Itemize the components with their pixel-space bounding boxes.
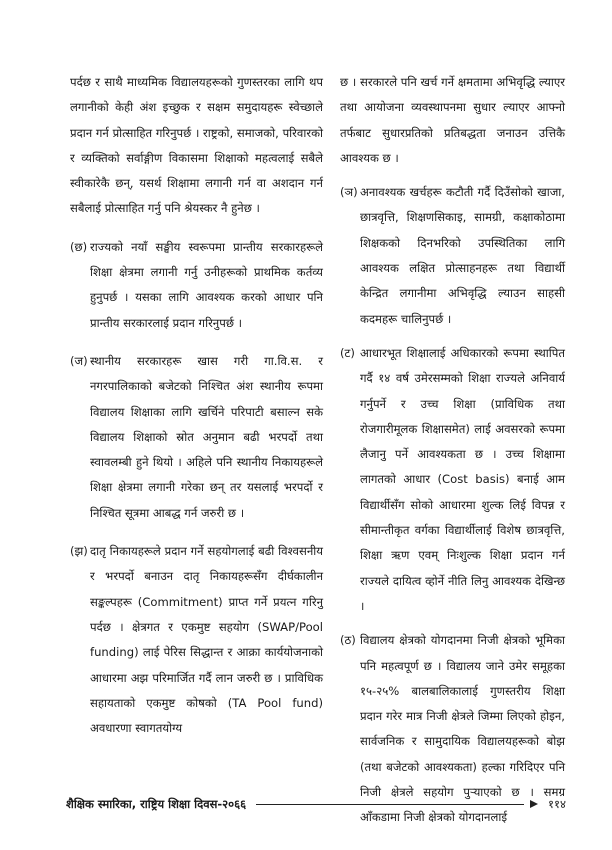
item-marker: (झ) [70, 544, 88, 559]
list-item-jha [70, 539, 323, 741]
list-item-ta [340, 341, 565, 619]
footer-rule [256, 804, 524, 805]
arrow-right-icon [530, 800, 538, 808]
publication-title: शैक्षिक स्मारिका, राष्ट्रिय शिक्षा दिवस-२०६६ [66, 796, 247, 811]
right-intro-paragraph: छ । सरकारले पनि खर्च गर्ने क्षमतामा अभिवृद्धि ल्याएर तथा आयोजना व्यवस्थापनमा सुधार ल्याएर आफ्नो तर्फबाट सुधारप्रतिको प्रतिबद्धता जनाउन उत्तिकै आवश्यक छ । [340, 75, 565, 165]
item-marker: (ठ) [340, 633, 356, 648]
left-column [70, 70, 323, 741]
item-marker: (ञ) [340, 185, 358, 200]
item-text: दातृ निकायहरूले प्रदान गर्ने सहयोगलाई बढी विश्वसनीय र भरपर्दो बनाउन दातृ निकायहरूसँग दीर्घकालीन सङ्कल्पहरू (Commitment) प्राप्त गर्ने प्रयत्न गरिनु पर्दछ । क्षेत्रगत र एकमुष्ट सहयोग (SWAP/Pool funding) लाई पेरिस सिद्धान्त र आक्रा कार्ययोजनाको आधारमा अझ परिमार्जित गर्दै लान जरुरी छ । प्राविधिक सहायताको एकमुष्ट कोषको (TA Pool fund) अवधारणा स्वागतयोग्य [90, 544, 323, 736]
item-marker: (छ) [70, 239, 88, 254]
item-text: राज्यको नयाँ सङ्घीय स्वरूपमा प्रान्तीय सरकारहरूले शिक्षा क्षेत्रमा लगानी गर्नु उनीहरूको प्राथमिक कर्तव्य हुनुपर्छ । यसका लागि आवश्यक करको आधार पनि प्रान्तीय सरकारलाई प्रदान गरिनुपर्छ । [90, 239, 323, 330]
item-text: विद्यालय क्षेत्रको योगदानमा निजी क्षेत्रको भूमिका पनि महत्वपूर्ण छ । विद्यालय जाने उमेर समूहका १५-२५% बालबालिकालाई गुणस्तरीय शिक्षा प्रदान गरेर मात्र निजी क्षेत्रले जिम्मा लिएको होइन, सार्वजनिक र सामुदायिक विद्यालयहरूको बोझ (तथा बजेटको आवश्यकता) हल्का गरिदिएर पनि निजी क्षेत्रले सहयोग पुऱ्याएको छ । समग्र आँकडामा निजी क्षेत्रको योगदानलाई [360, 633, 565, 825]
page-number: ११४ [548, 796, 566, 811]
page-footer [66, 794, 566, 814]
item-marker: (ज) [70, 353, 88, 368]
list-item-ja [70, 349, 323, 526]
item-text: अनावश्यक खर्चहरू कटौती गर्दै दिउँसोको खाजा, छात्रवृत्ति, शिक्षणसिकाइ, सामग्री, कक्षाकोठामा शिक्षकको दिनभरिको उपस्थितिका लागि आवश्यक लक्षित प्रोत्साहनहरू तथा विद्यार्थी केन्द्रित लगानीमा अभिवृद्धि ल्याउन साहसी कदमहरू चालिनुपर्छ । [360, 185, 565, 326]
list-item-nya [340, 180, 565, 332]
left-intro-paragraph: पर्दछ र साथै माध्यमिक विद्यालयहरूको गुणस्तरका लागि थप लगानीको केही अंश इच्छुक र सक्षम समुदायहरू स्वेच्छाले प्रदान गर्न प्रोत्साहित गरिनुपर्छ । राष्ट्रको, समाजको, परिवारको र व्यक्तिको सर्वाङ्गीण विकासमा शिक्षाको महत्वलाई सबैले स्वीकारेकै छन्, यसर्थ शिक्षामा लगानी गर्न वा अशदान गर्न सबैलाई प्रोत्साहित गर्नु पनि श्रेयस्कर नै हुनेछ । [70, 75, 323, 216]
item-marker: (ट) [340, 345, 355, 360]
right-column [340, 70, 565, 831]
item-text: आधारभूत शिक्षालाई अधिकारको रूपमा स्थापित गर्दै १४ वर्ष उमेरसम्मको शिक्षा राज्यले अनिवार्य गर्नुपर्ने र उच्च शिक्षा (प्राविधिक तथा रोजगारीमूलक शिक्षासमेत) लाई अवसरको रूपमा लैजानु पर्ने आवश्यकता छ । उच्च शिक्षामा लागतको आधार (Cost basis) बनाई आम विद्यार्थीसँग सोको आधारमा शुल्क लिई विपन्न र सीमान्तीकृत वर्गका विद्यार्थीलाई विशेष छात्रवृत्ति, शिक्षा ऋण एवम् निःशुल्क शिक्षा प्रदान गर्न राज्यले दायित्व व्होर्ने नीति लिनु आवश्यक देखिन्छ । [360, 345, 565, 613]
list-item-chha [70, 235, 323, 336]
item-text: स्थानीय सरकारहरू खास गरी गा.वि.स. र नगरपालिकाको बजेटको निश्चित अंश स्थानीय रूपमा विद्यालय शिक्षाका लागि खर्चिने परिपाटी बसाल्न सके विद्यालय शिक्षाको स्रोत अनुमान बढी भरपर्दो तथा स्वावलम्बी हुने थियो । अहिले पनि स्थानीय निकायहरूले शिक्षा क्षेत्रमा लगानी गरेका छन् तर यसलाई भरपर्दो र निश्चित सूत्रमा आबद्ध गर्न जरुरी छ । [90, 353, 323, 520]
